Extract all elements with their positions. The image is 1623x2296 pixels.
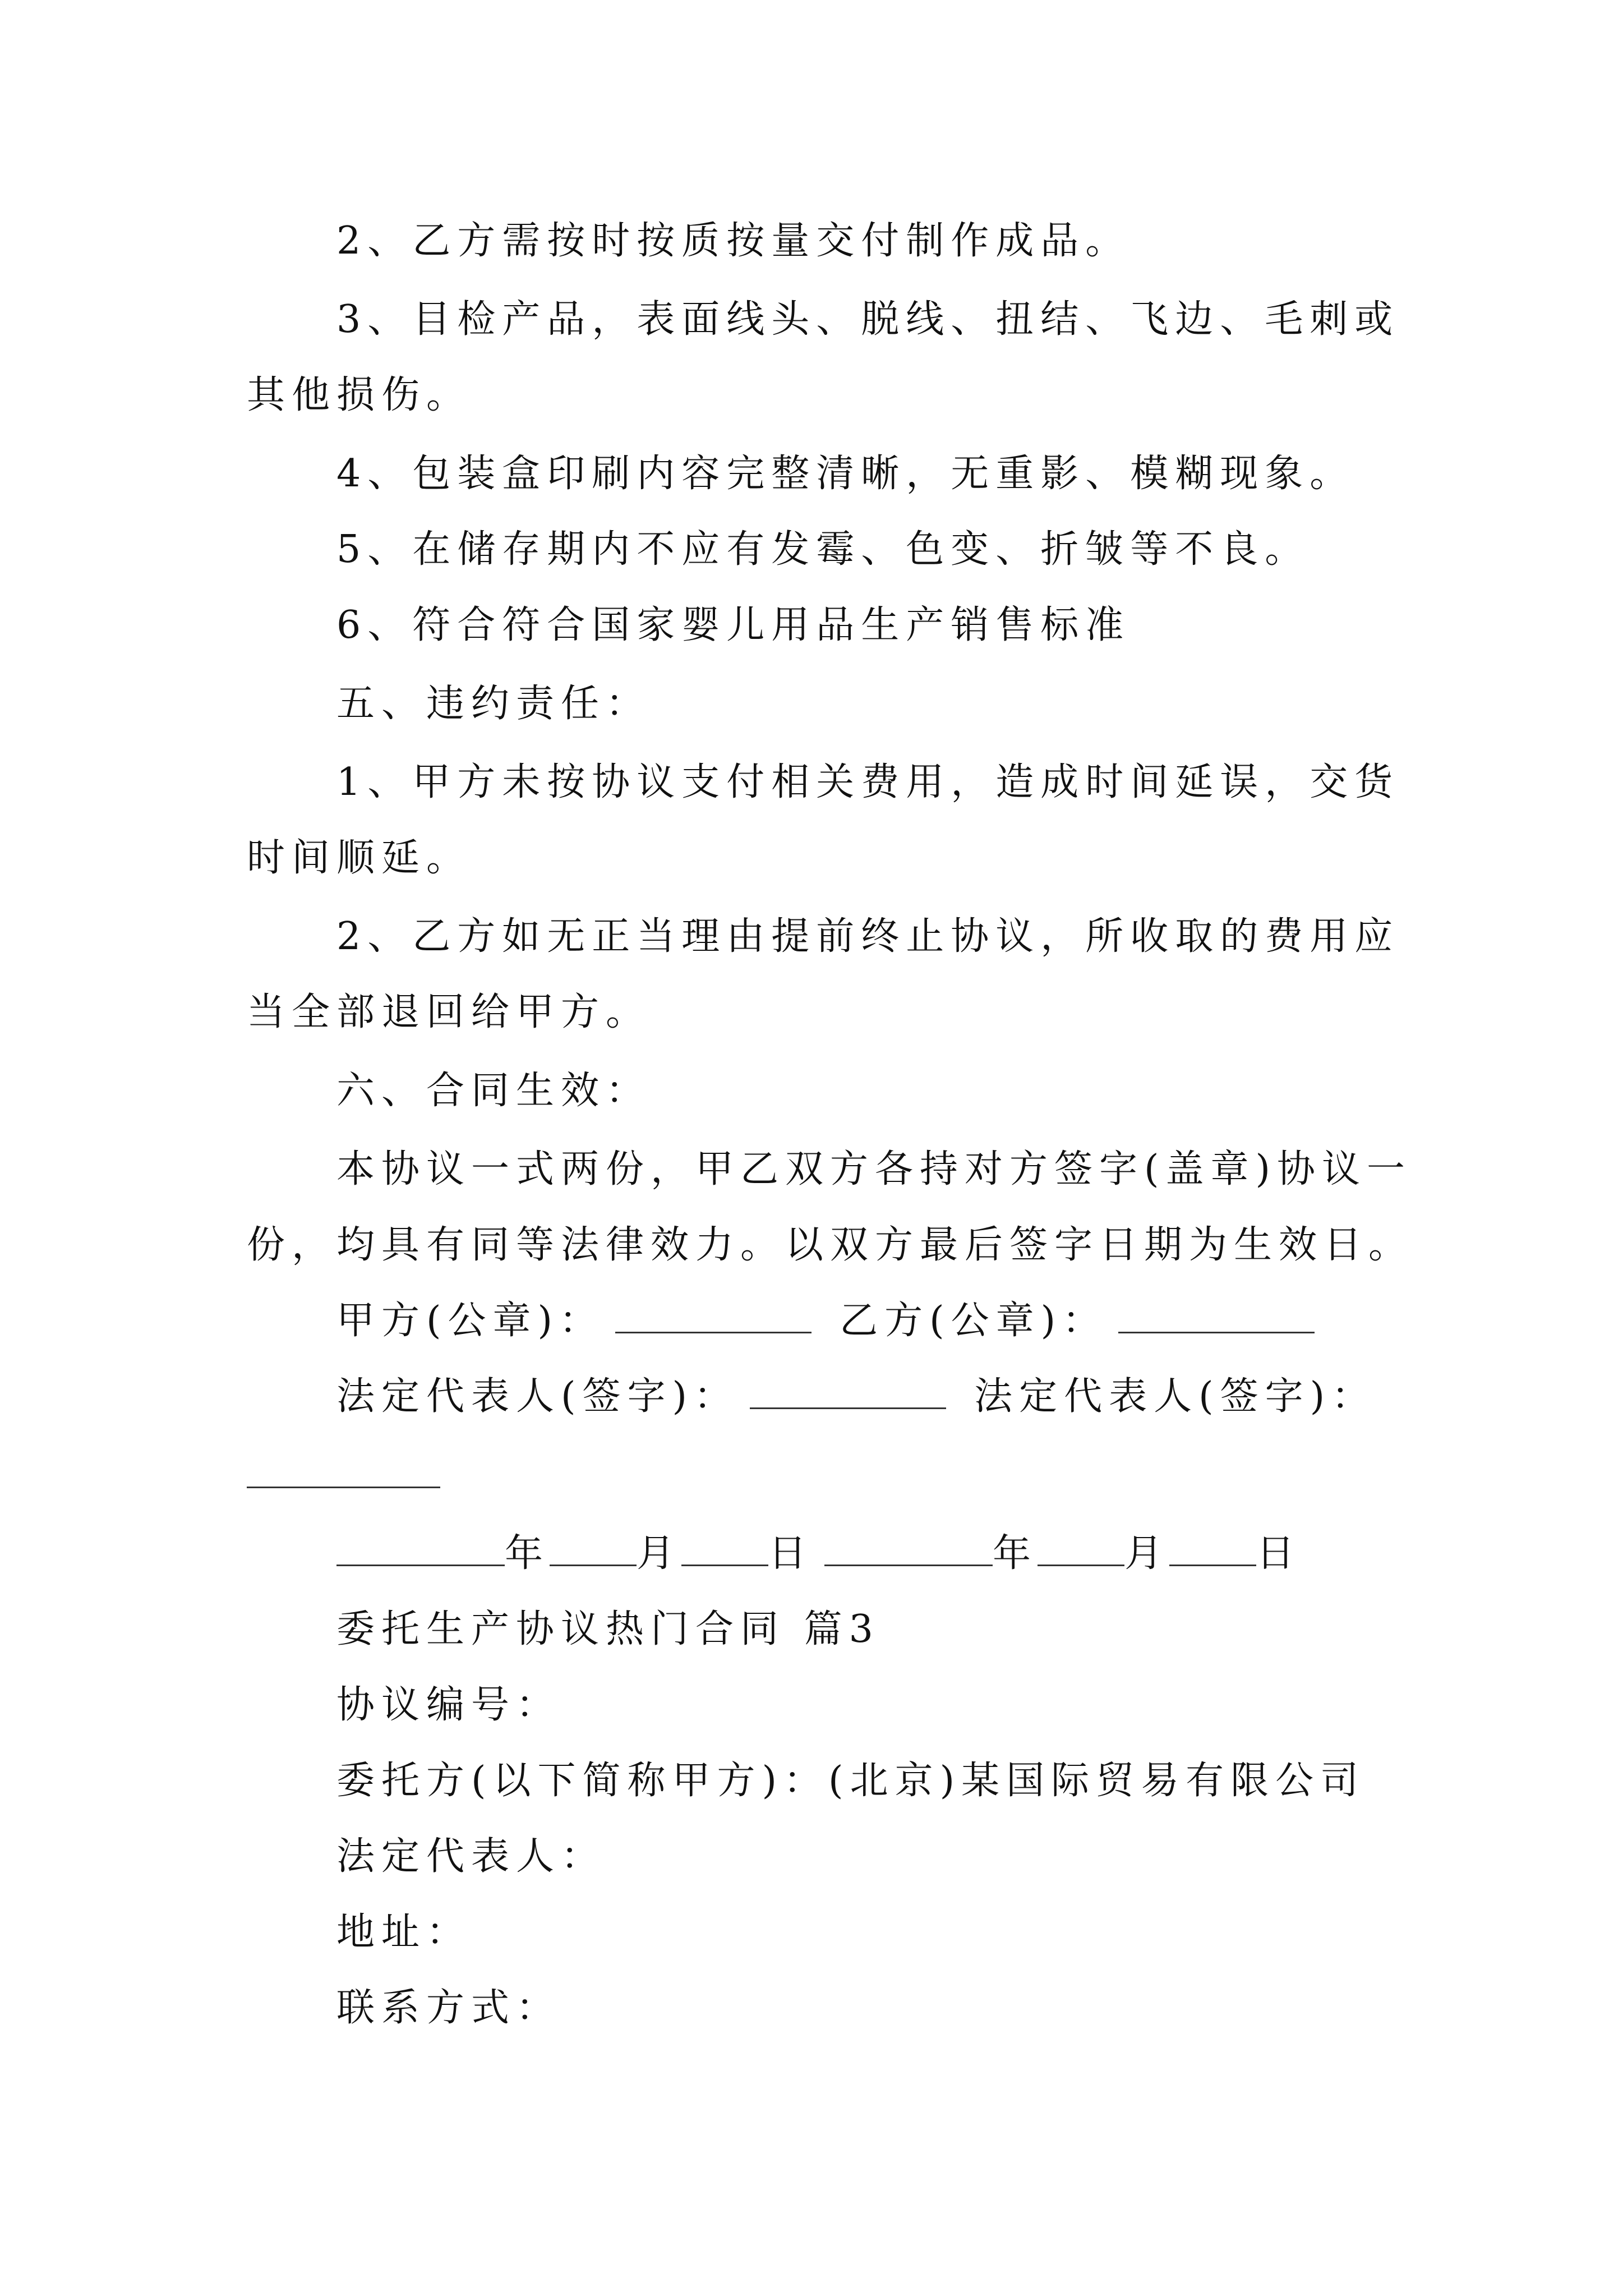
day-blank-b — [1169, 1531, 1256, 1566]
legal-rep-row — [336, 1372, 1376, 1422]
client-address: 地址： — [336, 1910, 472, 1954]
month-label-b: 月 — [1124, 1531, 1170, 1576]
party-b-seal-blank — [1118, 1298, 1315, 1333]
month-blank-a — [550, 1531, 637, 1566]
day-label-a: 日 — [768, 1531, 814, 1576]
clause-breach-b-cont: 当全部退回给甲方。 — [247, 990, 651, 1034]
year-label-b: 年 — [993, 1531, 1038, 1576]
party-a-seal-label: 甲方(公章)： — [336, 1299, 605, 1343]
clause-effect-cont: 份，均具有同等法律效力。以双方最后签字日期为生效日。 — [247, 1223, 1414, 1267]
seal-row — [336, 1296, 1315, 1346]
clause-standard: 6、符合符合国家婴儿用品生产销售标准 — [336, 603, 1131, 647]
day-blank-a — [681, 1531, 768, 1566]
heading-breach: 五、违约责任： — [336, 682, 651, 726]
heading-effect: 六、合同生效： — [336, 1069, 651, 1113]
clause-delivery: 2、乙方需按时按质按量交付制作成品。 — [336, 219, 1131, 263]
year-label-a: 年 — [505, 1531, 550, 1576]
legal-rep-a-blank — [750, 1374, 946, 1409]
agreement-number: 协议编号： — [336, 1683, 561, 1727]
date-row — [336, 1529, 1301, 1579]
legal-rep-a-label: 法定代表人(签字)： — [336, 1374, 739, 1419]
day-label-b: 日 — [1256, 1531, 1302, 1576]
client-contact: 联系方式： — [336, 1986, 561, 2030]
clause-breach-b: 2、乙方如无正当理由提前终止协议，所收取的费用应 — [336, 914, 1400, 959]
legal-rep-b-blank — [247, 1487, 440, 1488]
party-a-seal-blank — [615, 1298, 811, 1333]
clause-packaging: 4、包装盒印刷内容完整清晰，无重影、模糊现象。 — [336, 452, 1355, 496]
year-blank-a — [336, 1531, 505, 1566]
section-title: 委托生产协议热门合同 篇3 — [336, 1607, 880, 1651]
clause-storage: 5、在储存期内不应有发霉、色变、折皱等不良。 — [336, 527, 1310, 572]
clause-inspection: 3、目检产品，表面线头、脱线、扭结、飞边、毛刺或 — [336, 297, 1400, 342]
party-b-seal-label: 乙方(公章)： — [840, 1299, 1108, 1343]
year-blank-b — [824, 1531, 993, 1566]
clause-effect: 本协议一式两份，甲乙双方各持对方签字(盖章)协议一 — [336, 1147, 1412, 1191]
legal-rep-b-label: 法定代表人(签字)： — [974, 1374, 1377, 1419]
client-party: 委托方(以下简称甲方)：(北京)某国际贸易有限公司 — [336, 1759, 1366, 1803]
clause-breach-a-cont: 时间顺延。 — [247, 836, 472, 880]
month-blank-b — [1038, 1531, 1124, 1566]
month-label-a: 月 — [637, 1531, 682, 1576]
clause-inspection-cont: 其他损伤。 — [247, 373, 472, 417]
clause-breach-a: 1、甲方未按协议支付相关费用，造成时间延误，交货 — [336, 760, 1400, 804]
client-legal-rep: 法定代表人： — [336, 1834, 606, 1879]
